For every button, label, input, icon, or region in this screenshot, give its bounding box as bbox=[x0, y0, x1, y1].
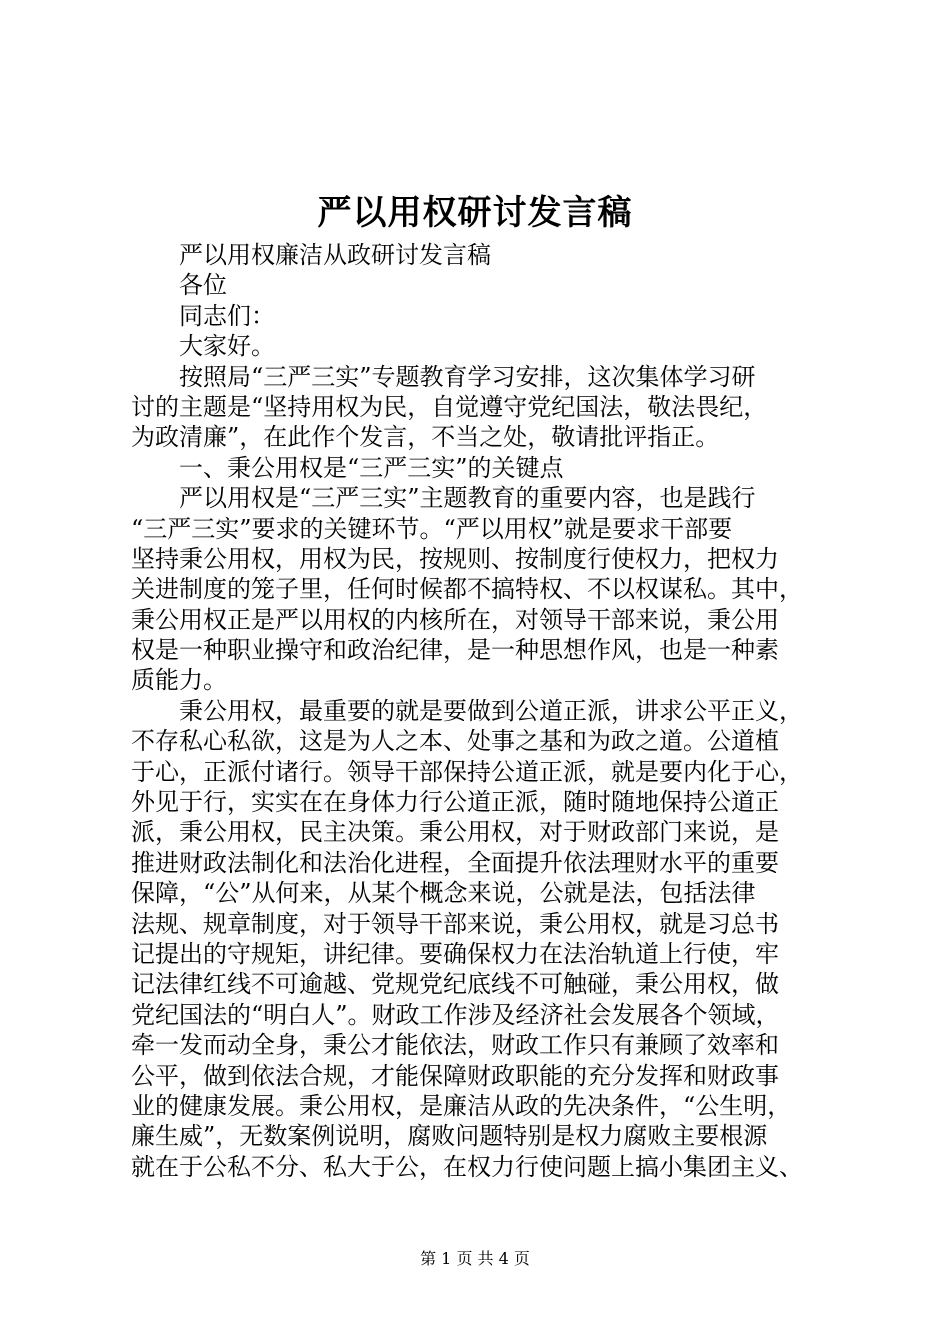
text-line: 质能力。 bbox=[131, 666, 227, 695]
text-line: 坚持秉公用权，用权为民，按规则、按制度行使权力，把权力 bbox=[131, 544, 779, 573]
text-line: 同志们： bbox=[179, 301, 275, 330]
text-line: 为政清廉”，在此作个发言，不当之处，敬请批评指正。 bbox=[131, 423, 720, 452]
text-line: 不存私心私欲，这是为人之本、处事之基和为政之道。公道植 bbox=[131, 727, 779, 756]
text-line: 推进财政法制化和法治化进程，全面提升依法理财水平的重要 bbox=[131, 848, 779, 877]
text-line: 关进制度的笼子里，任何时候都不搞特权、不以权谋私。其中， bbox=[131, 575, 803, 604]
text-line: 记提出的守规矩，讲纪律。要确保权力在法治轨道上行使，牢 bbox=[131, 939, 779, 968]
text-line: 牵一发而动全身，秉公才能依法，财政工作只有兼顾了效率和 bbox=[131, 1031, 779, 1060]
text-line: 业的健康发展。秉公用权，是廉洁从政的先决条件，“公生明， bbox=[131, 1091, 792, 1120]
text-line: 于心，正派付诸行。领导干部保持公道正派，就是要内化于心， bbox=[131, 757, 803, 786]
text-line: 党纪国法的“明白人”。财政工作涉及经济社会发展各个领域， bbox=[131, 1000, 780, 1029]
page-footer: 第 1 页 共 4 页 bbox=[420, 1249, 530, 1268]
document-body bbox=[131, 240, 827, 1182]
text-line: 按照局“三严三实”专题教育学习安排，这次集体学习研 bbox=[179, 362, 756, 391]
text-line: “三严三实”要求的关键环节。“严以用权”就是要求干部要 bbox=[131, 514, 733, 543]
document-title: 严以用权研讨发言稿 bbox=[317, 193, 633, 233]
text-line: 讨的主题是“坚持用权为民，自觉遵守党纪国法，敬法畏纪， bbox=[131, 392, 768, 421]
text-line: 秉公用权，最重要的就是要做到公道正派，讲求公平正义， bbox=[179, 696, 803, 725]
text-line: 严以用权廉洁从政研讨发言稿 bbox=[179, 241, 491, 269]
text-line: 保障，“公”从何来，从某个概念来说，公就是法，包括法律 bbox=[131, 879, 756, 908]
text-line: 就在于公私不分、私大于公，在权力行使问题上搞小集团主义、 bbox=[131, 1152, 803, 1181]
text-line: 秉公用权正是严以用权的内核所在，对领导干部来说，秉公用 bbox=[131, 605, 779, 634]
text-line: 各位 bbox=[179, 271, 227, 300]
text-line: 大家好。 bbox=[179, 332, 275, 361]
text-line: 一、秉公用权是“三严三实”的关键点 bbox=[179, 453, 564, 482]
text-line: 严以用权是“三严三实”主题教育的重要内容，也是践行 bbox=[179, 484, 756, 513]
text-line: 法规、规章制度，对于领导干部来说，秉公用权，就是习总书 bbox=[131, 909, 779, 938]
text-line: 记法律红线不可逾越、党规党纪底线不可触碰，秉公用权，做 bbox=[131, 970, 779, 999]
text-line: 派，秉公用权，民主决策。秉公用权，对于财政部门来说，是 bbox=[131, 818, 779, 847]
text-line: 外见于行，实实在在身体力行公道正派，随时随地保持公道正 bbox=[131, 788, 779, 817]
text-line: 权是一种职业操守和政治纪律，是一种思想作风，也是一种素 bbox=[131, 636, 779, 665]
text-line: 公平，做到依法合规，才能保障财政职能的充分发挥和财政事 bbox=[131, 1061, 779, 1090]
text-line: 廉生威”，无数案例说明，腐败问题特别是权力腐败主要根源 bbox=[131, 1122, 768, 1151]
